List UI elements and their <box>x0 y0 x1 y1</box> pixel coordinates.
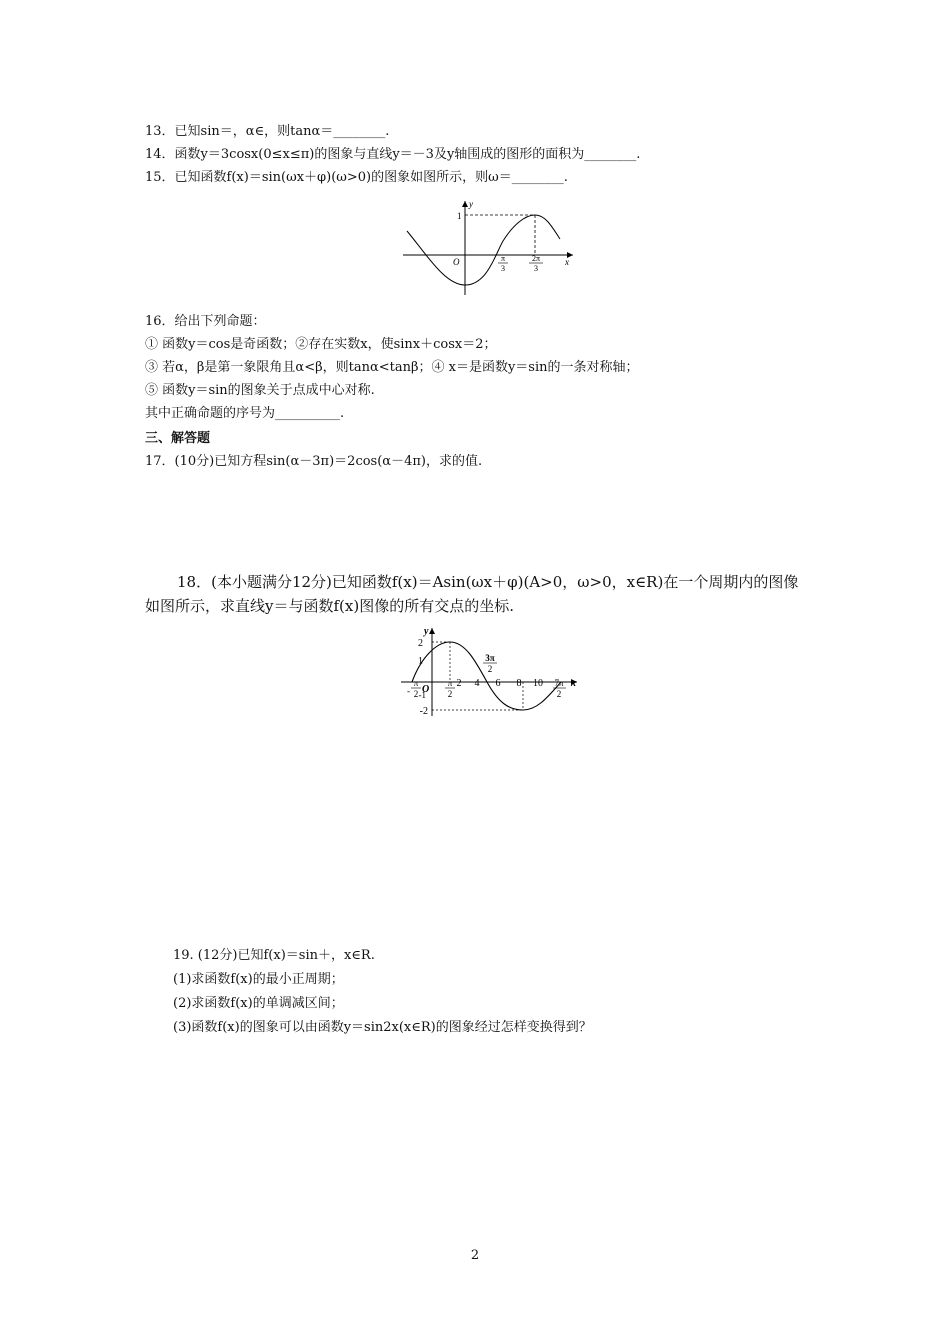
x-axis-label: x <box>565 257 569 267</box>
question-19-part-3: (3)函数f(x)的图象可以由函数y＝sin2x(x∈R)的图象经过怎样变换得到？ <box>173 1020 592 1035</box>
x-tick-3pi2-num: 3π <box>485 653 495 663</box>
question-17: 17．(10分)已知方程sin(α－3π)＝2cos(α－4π)，求的值. <box>145 454 483 469</box>
sine-graph-q15 <box>395 195 580 300</box>
question-19-part-2: (2)求函数f(x)的单调减区间； <box>173 996 344 1011</box>
question-13: 13．已知sin＝，α∈，则tanα＝________. <box>145 124 390 139</box>
x-tick-pi2-num: π <box>447 678 453 688</box>
y-tick-neg2: -2 <box>419 706 428 717</box>
x-tick-neg-pi2-den: 2 <box>413 689 419 699</box>
x-tick-2pi3-den: 3 <box>534 264 538 273</box>
question-16-item-1: ① 函数y＝cos是奇函数；②存在实数x，使sinx＋cosx＝2； <box>145 337 497 352</box>
x-tick-4: 4 <box>474 678 480 689</box>
origin-label: O <box>453 257 460 267</box>
x-tick-neg-pi2-num: π <box>413 678 419 688</box>
x-tick-2: 2 <box>456 678 462 689</box>
question-16-answer: 其中正确命题的序号为__________. <box>145 406 345 421</box>
x-tick-pi3-num: π <box>500 254 506 263</box>
x-tick-pi3-den: 3 <box>501 264 505 273</box>
question-16: 16．给出下列命题： <box>145 314 266 329</box>
y-axis-label: y <box>469 199 473 209</box>
y-tick-2: 2 <box>418 638 423 649</box>
y-tick-label: 1 <box>457 211 462 221</box>
x-tick-6: 6 <box>495 678 501 689</box>
y-axis-label: y <box>424 626 429 637</box>
question-16-item-2: ③ 若α，β是第一象限角且α<β，则tanα<tanβ；④ x＝是函数y＝sin的一条对称轴； <box>145 360 639 375</box>
x-tick-7pi2-num: 7π <box>554 678 564 688</box>
question-19-part-1: (1)求函数f(x)的最小正周期； <box>173 972 344 987</box>
x-tick-pi2-den: 2 <box>447 689 453 699</box>
question-14: 14．函数y＝3cosx(0≤x≤π)的图象与直线y＝－3及y轴围成的图形的面积为________. <box>145 147 641 162</box>
x-tick-2pi3-num: 2π <box>531 254 541 263</box>
section-heading: 三、解答题 <box>145 431 211 446</box>
question-18: 18．(本小题满分12分)已知函数f(x)＝Asin(ωx＋φ)(A>0，ω>0，x∈R)在一个周期内的图像如图所示，求直线y＝与函数f(x)图像的所有交点的坐标. <box>145 573 799 615</box>
question-19: 19. (12分)已知f(x)＝sin＋，x∈R. <box>173 948 375 963</box>
question-16-item-3: ⑤ 函数y＝sin的图象关于点成中心对称. <box>145 383 375 398</box>
page-number: 2 <box>470 1248 480 1263</box>
x-tick-8: 8 <box>516 678 522 689</box>
sine-graph-q18 <box>395 620 585 720</box>
x-tick-neg-pi2-sign: - <box>407 686 410 696</box>
x-axis-label: x <box>571 678 576 689</box>
x-tick-3pi2-den: 2 <box>487 664 493 674</box>
x-tick-7pi2-den: 2 <box>556 689 562 699</box>
y-tick-1: 1 <box>418 656 423 667</box>
x-tick-10: 10 <box>533 678 543 689</box>
question-15: 15．已知函数f(x)＝sin(ωx＋φ)(ω>0)的图象如图所示，则ω＝________. <box>145 170 568 185</box>
y-tick-neg1: -1 <box>418 690 426 700</box>
origin-label: O <box>422 684 430 695</box>
